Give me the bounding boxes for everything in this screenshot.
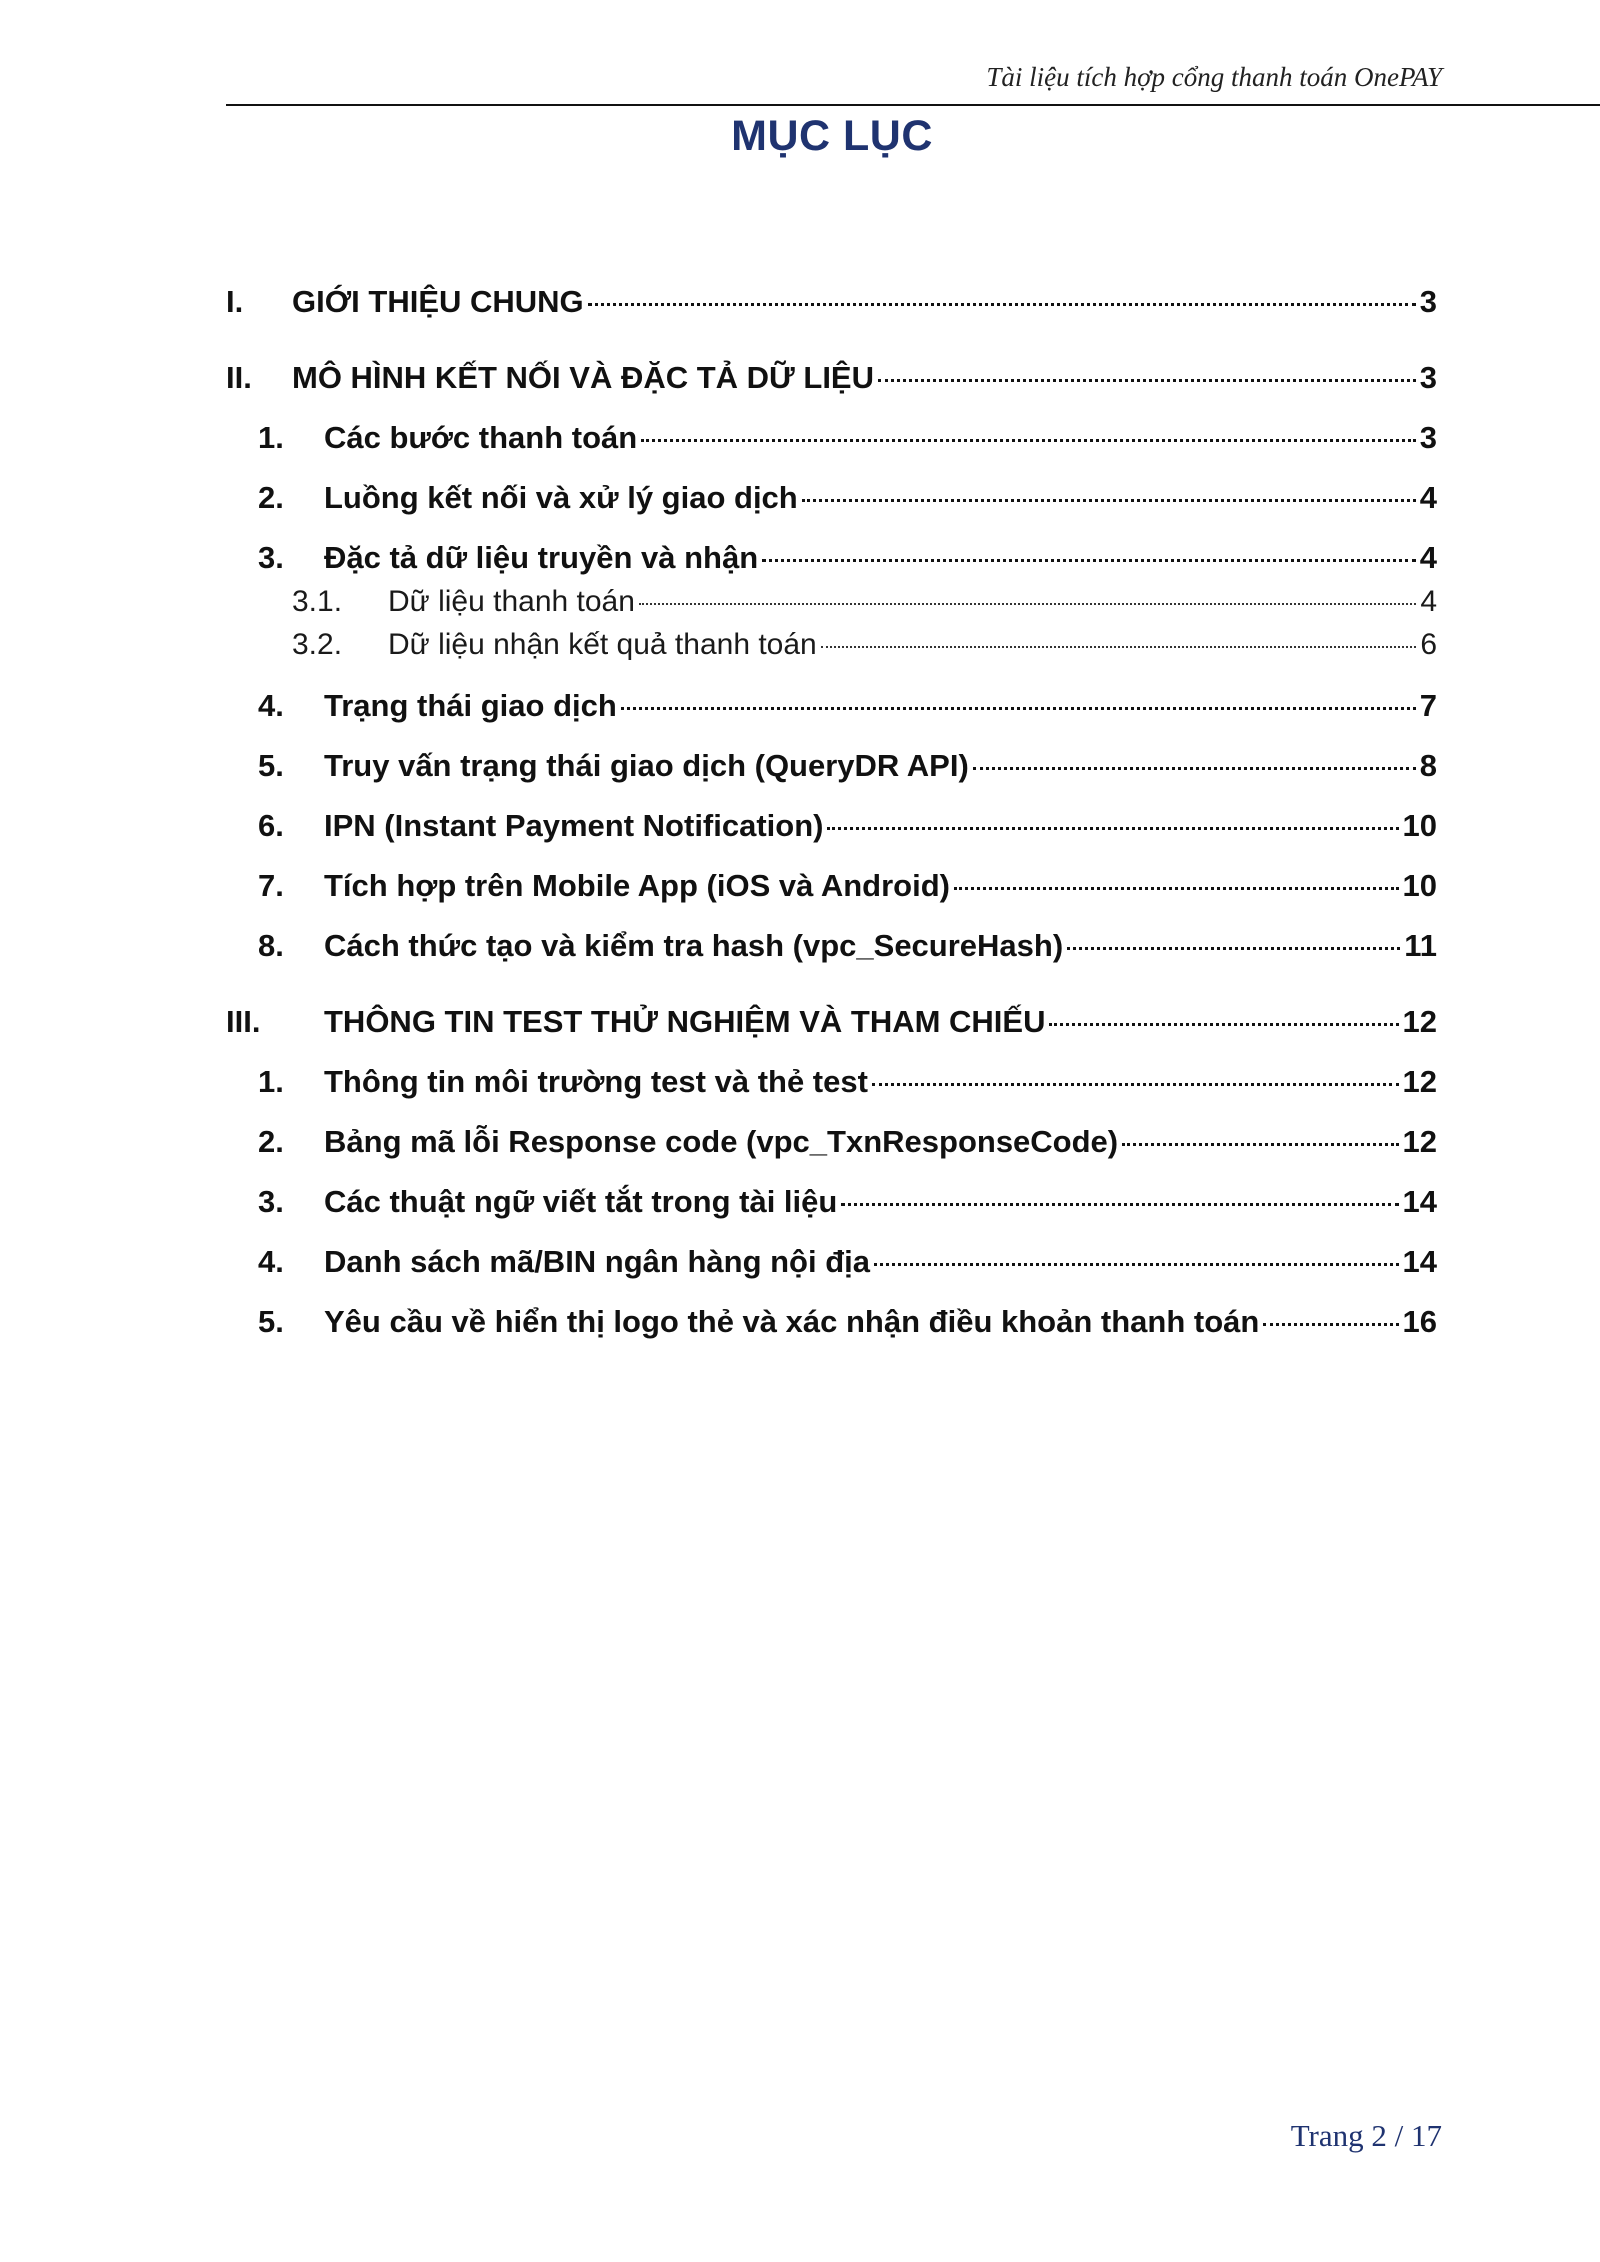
toc-entry[interactable] bbox=[226, 748, 1437, 784]
toc-entry-page: 14 bbox=[1402, 1244, 1437, 1279]
page-title: MỤC LỤC bbox=[731, 112, 933, 160]
toc-entry-page: 4 bbox=[1419, 480, 1437, 515]
toc-leader-dots bbox=[639, 603, 1416, 605]
toc-entry-page: 3 bbox=[1419, 420, 1437, 455]
toc-entry-number: 6. bbox=[258, 808, 284, 843]
toc-entry-label: Cách thức tạo và kiểm tra hash (vpc_SecureHash) bbox=[324, 928, 1064, 963]
toc-leader-dots bbox=[821, 646, 1417, 648]
toc-entry[interactable] bbox=[226, 1244, 1437, 1280]
toc-leader-dots bbox=[641, 439, 1416, 442]
toc-leader-dots bbox=[1122, 1143, 1398, 1146]
toc-entry-label: Yêu cầu về hiển thị logo thẻ và xác nhận điều khoản thanh toán bbox=[324, 1304, 1260, 1339]
toc-leader-dots bbox=[827, 827, 1398, 830]
toc-entry-page: 10 bbox=[1402, 808, 1437, 843]
toc-entry-label: Truy vấn trạng thái giao dịch (QueryDR API) bbox=[324, 748, 969, 783]
toc-entry-number: 7. bbox=[258, 868, 284, 903]
toc-entry-label: Trạng thái giao dịch bbox=[324, 688, 617, 723]
toc-entry-number: 3. bbox=[258, 1184, 284, 1219]
toc-entry-page: 8 bbox=[1419, 748, 1437, 783]
toc-entry[interactable] bbox=[226, 360, 1437, 396]
toc-entry-number: 2. bbox=[258, 1124, 284, 1159]
toc-entry-number: 2. bbox=[258, 480, 284, 515]
toc-entry[interactable] bbox=[226, 688, 1437, 724]
toc-entry[interactable] bbox=[226, 585, 1437, 619]
toc-entry[interactable] bbox=[226, 1004, 1437, 1040]
toc-leader-dots bbox=[841, 1203, 1398, 1206]
toc-entry-page: 14 bbox=[1402, 1184, 1437, 1219]
toc-entry-page: 6 bbox=[1420, 628, 1437, 661]
toc-entry[interactable] bbox=[226, 928, 1437, 964]
toc-entry-label: Các bước thanh toán bbox=[324, 420, 638, 455]
toc-entry-number: 4. bbox=[258, 1244, 284, 1279]
toc-entry-page: 12 bbox=[1402, 1064, 1437, 1099]
toc-entry-number: I. bbox=[226, 284, 244, 319]
toc-entry-label: MÔ HÌNH KẾT NỐI VÀ ĐẶC TẢ DỮ LIỆU bbox=[292, 360, 874, 395]
toc-entry-number: II. bbox=[226, 360, 252, 395]
toc-entry-number: 3.2. bbox=[292, 628, 343, 661]
toc-entry-label: GIỚI THIỆU CHUNG bbox=[292, 284, 584, 319]
toc-entry-label: Luồng kết nối và xử lý giao dịch bbox=[324, 480, 798, 515]
toc-entry-page: 3 bbox=[1419, 360, 1437, 395]
toc-entry[interactable] bbox=[226, 540, 1437, 576]
toc-entry-number: 1. bbox=[258, 420, 284, 455]
toc-entry[interactable] bbox=[226, 1064, 1437, 1100]
document-header-title: Tài liệu tích hợp cổng thanh toán OnePAY bbox=[986, 62, 1442, 92]
toc-leader-dots bbox=[1263, 1323, 1398, 1326]
toc-entry-label: Dữ liệu thanh toán bbox=[388, 585, 635, 618]
toc-leader-dots bbox=[874, 1263, 1399, 1266]
toc-entry-page: 11 bbox=[1404, 928, 1437, 963]
toc-entry-page: 3 bbox=[1419, 284, 1437, 319]
toc-entry-number: III. bbox=[226, 1004, 261, 1039]
toc-entry[interactable] bbox=[226, 284, 1437, 320]
toc-entry-number: 5. bbox=[258, 1304, 284, 1339]
toc-leader-dots bbox=[588, 303, 1416, 306]
toc-leader-dots bbox=[802, 499, 1416, 502]
toc-leader-dots bbox=[878, 379, 1416, 382]
toc-leader-dots bbox=[621, 707, 1416, 710]
toc-entry[interactable] bbox=[226, 1304, 1437, 1340]
toc-entry-number: 5. bbox=[258, 748, 284, 783]
toc-entry-page: 4 bbox=[1420, 585, 1437, 618]
toc-entry-page: 7 bbox=[1419, 688, 1437, 723]
toc-entry-page: 4 bbox=[1419, 540, 1437, 575]
toc-entry-number: 8. bbox=[258, 928, 284, 963]
page-number-footer: Trang 2 / 17 bbox=[1290, 2118, 1442, 2153]
toc-leader-dots bbox=[872, 1083, 1399, 1086]
toc-entry[interactable] bbox=[226, 1184, 1437, 1220]
toc-entry[interactable] bbox=[226, 480, 1437, 516]
toc-entry-label: Các thuật ngữ viết tắt trong tài liệu bbox=[324, 1184, 838, 1219]
toc-entry[interactable] bbox=[226, 1124, 1437, 1160]
header-divider bbox=[226, 104, 1600, 106]
toc-entry-number: 1. bbox=[258, 1064, 284, 1099]
toc-entry[interactable] bbox=[226, 628, 1437, 662]
toc-entry-label: IPN (Instant Payment Notification) bbox=[324, 808, 824, 843]
toc-entry-label: Thông tin môi trường test và thẻ test bbox=[324, 1064, 868, 1099]
toc-entry-page: 10 bbox=[1402, 868, 1437, 903]
toc-entry-page: 16 bbox=[1402, 1304, 1437, 1339]
toc-entry-label: Đặc tả dữ liệu truyền và nhận bbox=[324, 540, 759, 575]
toc-entry-page: 12 bbox=[1402, 1124, 1437, 1159]
toc-entry-label: Bảng mã lỗi Response code (vpc_TxnResponseCode) bbox=[324, 1124, 1119, 1159]
toc-leader-dots bbox=[1067, 947, 1400, 950]
toc-entry[interactable] bbox=[226, 420, 1437, 456]
toc-leader-dots bbox=[1049, 1023, 1398, 1026]
toc-entry-label: Dữ liệu nhận kết quả thanh toán bbox=[388, 628, 817, 661]
toc-entry-label: Danh sách mã/BIN ngân hàng nội địa bbox=[324, 1244, 871, 1279]
toc-entry-number: 4. bbox=[258, 688, 284, 723]
toc-leader-dots bbox=[954, 887, 1399, 890]
toc-entry-page: 12 bbox=[1402, 1004, 1437, 1039]
toc-entry-number: 3.1. bbox=[292, 585, 343, 618]
toc-entry[interactable] bbox=[226, 868, 1437, 904]
toc-entry-label: Tích hợp trên Mobile App (iOS và Android) bbox=[324, 868, 950, 903]
toc-entry-label: THÔNG TIN TEST THỬ NGHIỆM VÀ THAM CHIẾU bbox=[324, 1004, 1046, 1039]
toc-leader-dots bbox=[973, 767, 1416, 770]
toc-entry[interactable] bbox=[226, 808, 1437, 844]
toc-leader-dots bbox=[762, 559, 1416, 562]
toc-entry-number: 3. bbox=[258, 540, 284, 575]
